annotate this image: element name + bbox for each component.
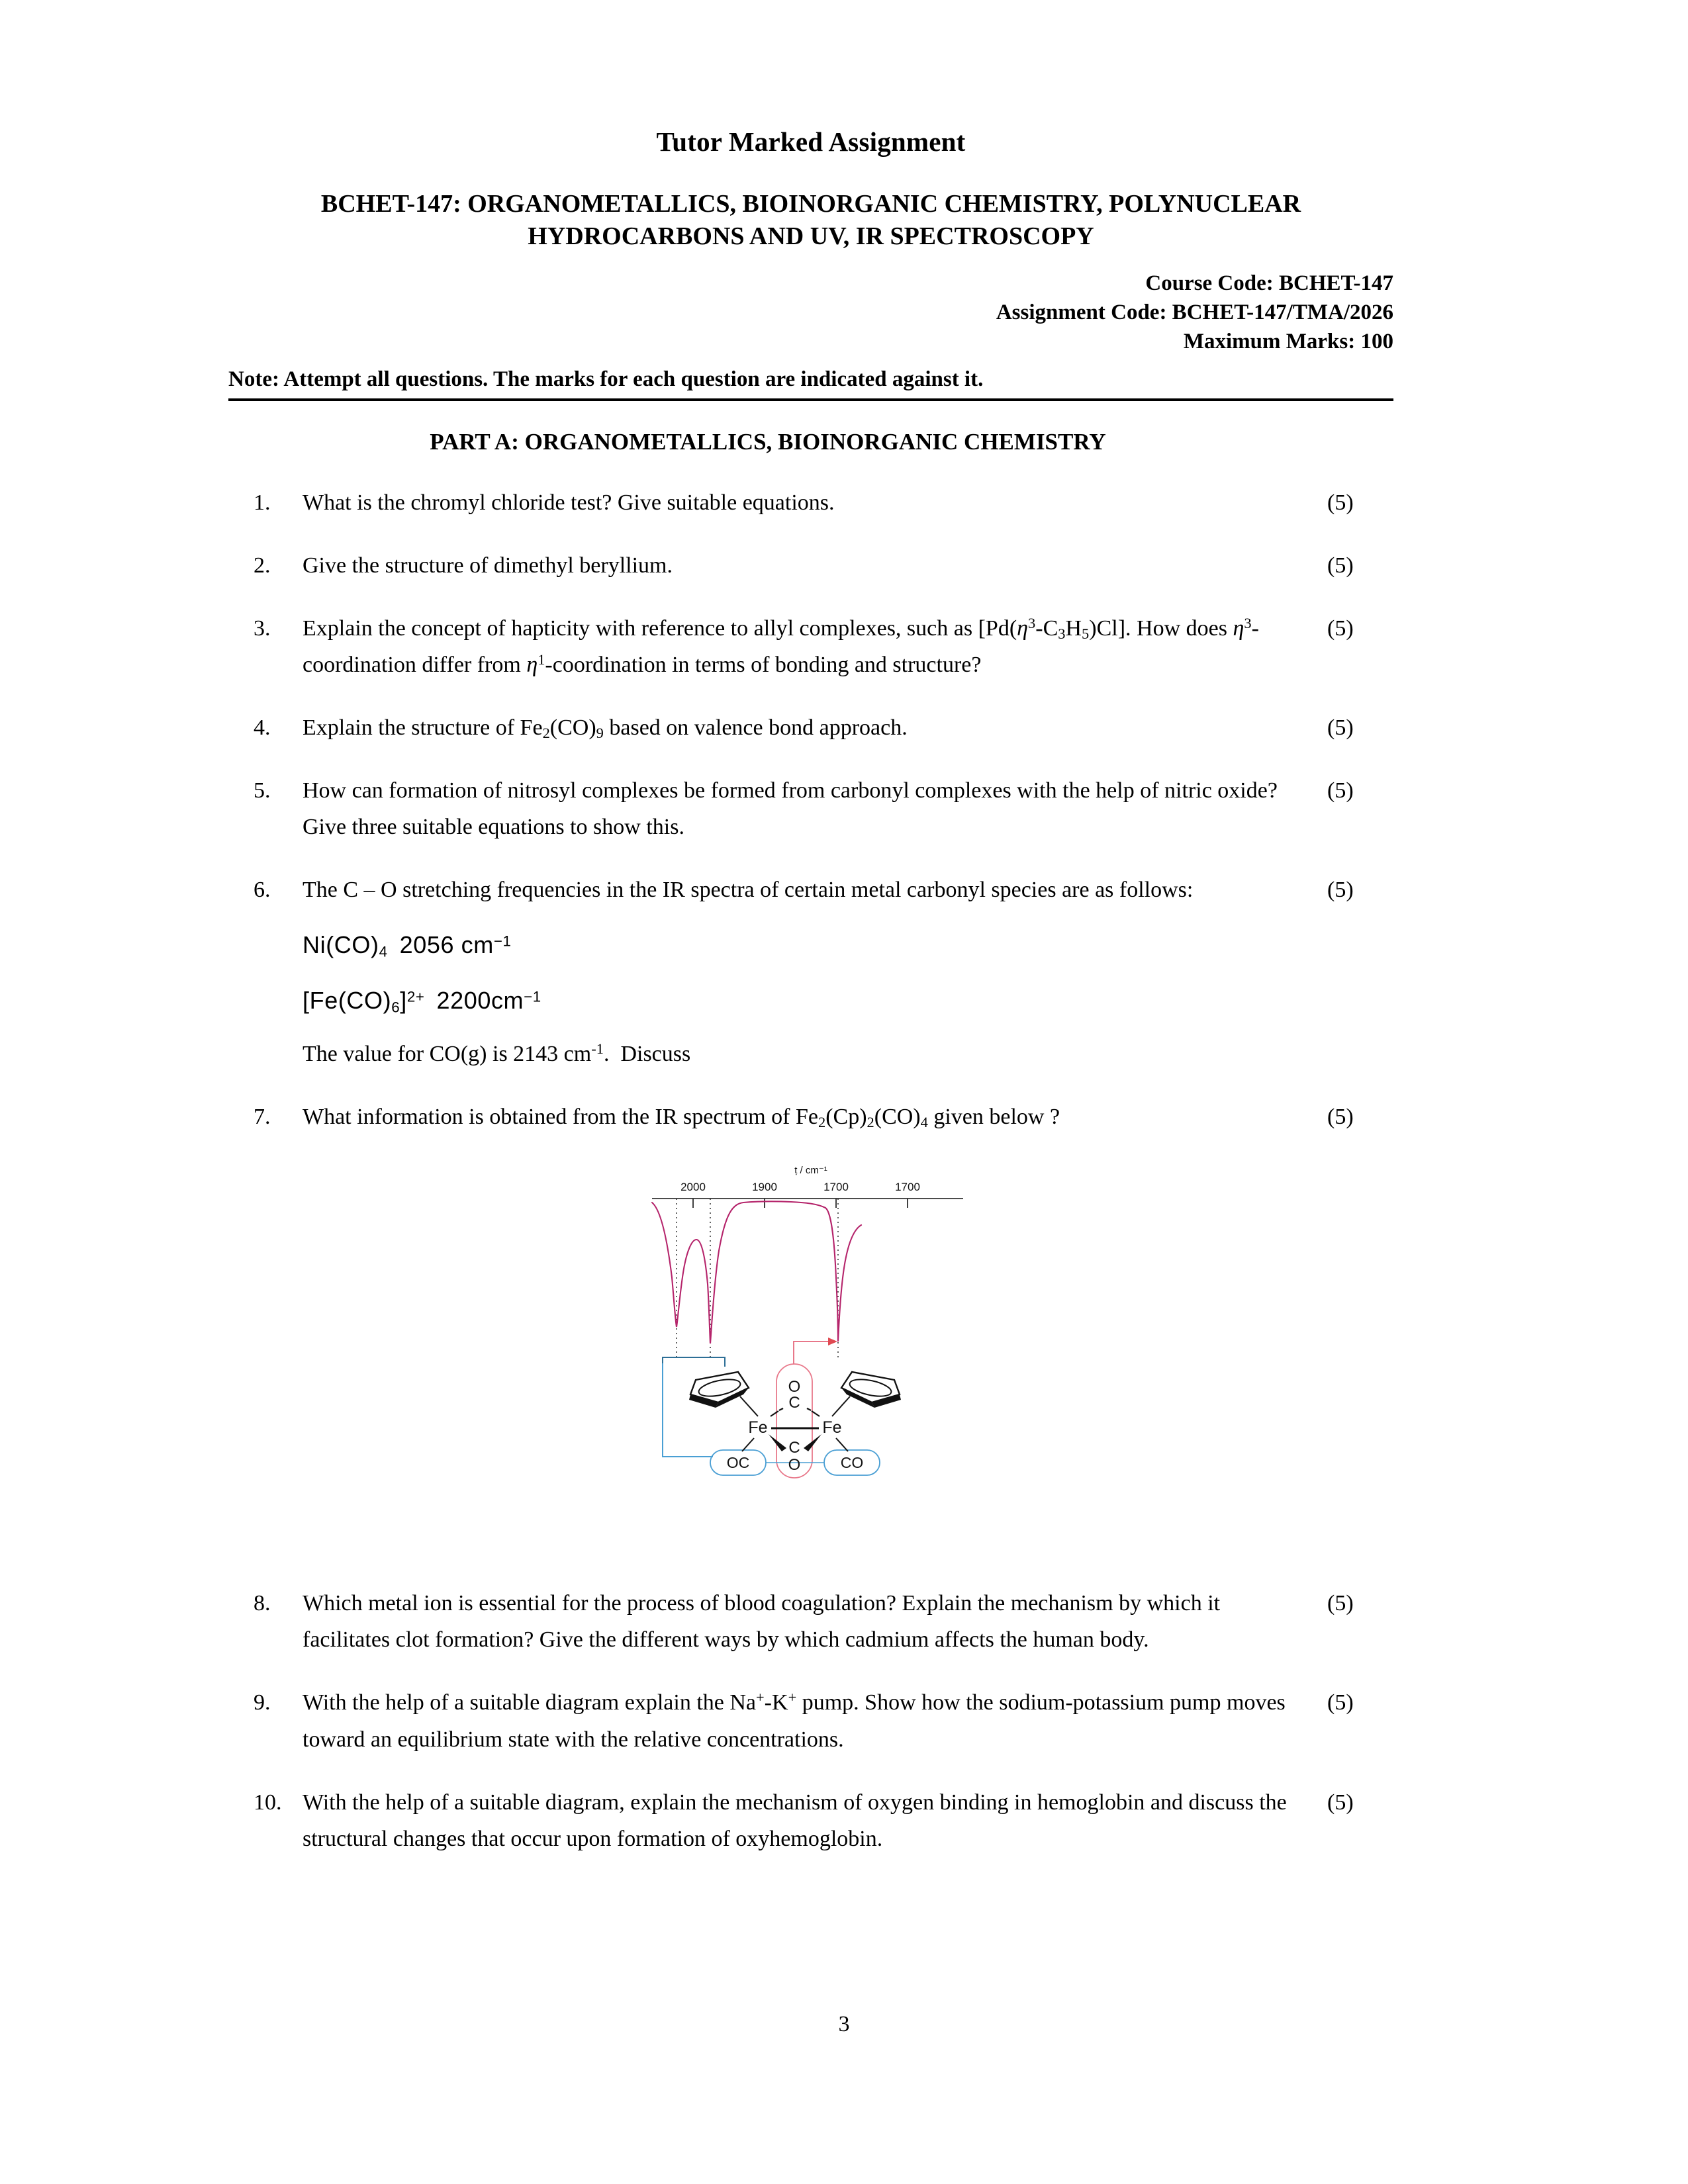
question-text: With the help of a suitable diagram explain the Na+-K+ pump. Show how the sodium-potassium pump moves toward an equilibrium state with the relative concentrations.: [303, 1689, 1286, 1752]
tick-label-1700: 1700: [895, 1181, 920, 1194]
question-marks: (5): [1327, 878, 1354, 903]
question-text: [303, 872, 1314, 1072]
course-title: BCHET-147: ORGANOMETALLICS, BIOINORGANIC CHEMISTRY, POLYNUCLEAR HYDROCARBONS AND UV, IR SPECTROSCOPY: [320, 190, 1301, 250]
question-number: 8.: [254, 1591, 271, 1616]
tick-label-1900: 1900: [752, 1181, 777, 1194]
hashed-bond-top-right: [807, 1408, 820, 1416]
question-item: [228, 1684, 1393, 1757]
question-text: Explain the concept of hapticity with reference to allyl complexes, such as $[Pd(\eta^3-C_3H_5)Cl]$. How does $\eta^3$-coordination differ from $\eta^1$-coordination in terms of bonding and structure?: [303, 615, 1259, 678]
part-a-heading: PART A: ORGANOMETALLICS, BIOINORGANIC CHEMISTRY: [430, 428, 1106, 455]
question-text: Give the structure of dimethyl beryllium.: [303, 553, 673, 578]
question-item: [228, 547, 1393, 584]
question-text: What is the chromyl chloride test? Give suitable equations.: [303, 490, 835, 515]
bond-cp-fe-right: [832, 1396, 850, 1416]
question-item: [228, 772, 1393, 845]
tick-label-2000: 2000: [680, 1181, 706, 1194]
question-item: [228, 709, 1393, 746]
question-number: 5.: [254, 778, 271, 803]
question-marks: (5): [1327, 1790, 1354, 1815]
page-title: Tutor Marked Assignment: [656, 126, 966, 157]
question-marks: (5): [1327, 616, 1354, 641]
metal-label-left: Fe: [748, 1418, 768, 1437]
question-number: 6.: [254, 878, 271, 903]
question-marks: (5): [1327, 1105, 1354, 1130]
question-marks: (5): [1327, 553, 1354, 578]
question-item: [228, 1585, 1393, 1658]
bridging-o-top: O: [788, 1378, 801, 1396]
question-item: [228, 872, 1393, 1072]
bond-cp-fe-left: [740, 1396, 758, 1416]
page-content: [228, 0, 1393, 1884]
question-marks: (5): [1327, 490, 1354, 515]
cyclopentadienyl-ring-left: [689, 1372, 749, 1408]
formula-period: .: [1125, 616, 1131, 641]
question-text: What information is obtained from the IR spectrum of $Fe_2(Cp)_2(CO)_4$ given below ?: [303, 1105, 1060, 1131]
eta-symbol: η: [526, 653, 538, 678]
question-text: Explain the structure of $Fe_2(CO)_9$ based on valence bond approach.: [303, 715, 908, 742]
question-text: With the help of a suitable diagram, explain the mechanism of oxygen binding in hemoglobin and discuss the structural changes that occur upon formation of oxyhemoglobin.: [303, 1790, 1287, 1851]
bridging-o-bottom: O: [788, 1456, 801, 1475]
question-number: 4.: [254, 715, 271, 741]
chem-line-nickel-carbonyl: $Ni(CO)_4$ 2056 $cm^{-1}$: [303, 931, 512, 960]
bridging-co-arrowhead: [828, 1338, 837, 1345]
hapticity-formula: $[Pd(\eta^3-C_3H_5)Cl]$: [978, 615, 1126, 642]
axis-label: ṭ / cm⁻¹: [794, 1165, 827, 1177]
question-number: 9.: [254, 1690, 271, 1715]
terminal-co-bracket: [663, 1357, 725, 1367]
question-item: [228, 484, 1393, 521]
question-text: How can formation of nitrosyl complexes be formed from carbonyl complexes with the help of nitric oxide? Give three suitable equations to show this.: [303, 778, 1278, 840]
question-marks: (5): [1327, 778, 1354, 803]
question-text: Which metal ion is essential for the process of blood coagulation? Explain the mechanism by which it facilitates clot formation? Give the different ways by which cadmium affects the human body.: [303, 1591, 1221, 1653]
note-text: Note: Attempt all questions. The marks for each question are indicated against it.: [228, 367, 984, 391]
terminal-label-left: OC: [726, 1454, 750, 1472]
ir-spectrum-figure: [632, 1161, 990, 1545]
bond-fe-co-right: [836, 1438, 848, 1451]
question-closing: The value for CO(g) is 2143 $cm^{-1}$. Discuss: [303, 1040, 691, 1067]
question-text-part1: Explain the concept of hapticity with reference to allyl complexes, such as: [303, 616, 973, 641]
bridging-co-connector: [794, 1342, 831, 1364]
question-marks: (5): [1327, 1690, 1354, 1715]
question-marks: (5): [1327, 715, 1354, 741]
assignment-meta: [228, 269, 1393, 357]
maximum-marks-line: Maximum Marks: 100: [1183, 330, 1393, 353]
question-intro: The C – O stretching frequencies in the IR spectra of certain metal carbonyl species are as follows:: [303, 878, 1194, 903]
question-item: [228, 1784, 1393, 1857]
terminal-label-right: CO: [840, 1454, 864, 1472]
question-number: 3.: [254, 616, 271, 641]
course-code-line: Course Code: BCHET-147: [1145, 271, 1393, 296]
question-item: [228, 610, 1393, 683]
question-marks: (5): [1327, 1591, 1354, 1616]
page-number: 3: [838, 2012, 850, 2036]
question-list: [228, 484, 1393, 1857]
wedge-bond-bottom-left: [769, 1434, 786, 1451]
question-item: [228, 1099, 1393, 1135]
ir-spectrum-figure-wrapper: [228, 1161, 1393, 1545]
chem-line-iron-carbonyl: $[Fe(CO)_6]^{2+}$ $2200cm^{-1}$: [303, 986, 541, 1016]
header-divider: [228, 398, 1393, 401]
tick-label-1800: 1700: [823, 1181, 849, 1194]
assignment-code-line: Assignment Code: BCHET-147/TMA/2026: [996, 300, 1393, 325]
question-number: 2.: [254, 553, 271, 578]
bridging-c-bottom: C: [788, 1439, 800, 1457]
metal-label-right: Fe: [822, 1418, 842, 1437]
cyclopentadienyl-ring-right: [841, 1372, 901, 1408]
eta-symbol: η: [1233, 616, 1244, 641]
question-number: 10.: [254, 1790, 282, 1815]
spectrum-trace: [652, 1202, 861, 1344]
bridging-c-top: C: [788, 1394, 800, 1412]
question-number: 7.: [254, 1105, 271, 1130]
ir-spectrum-svg: [632, 1161, 990, 1545]
bond-fe-co-left: [742, 1438, 754, 1451]
question-number: 1.: [254, 490, 271, 515]
